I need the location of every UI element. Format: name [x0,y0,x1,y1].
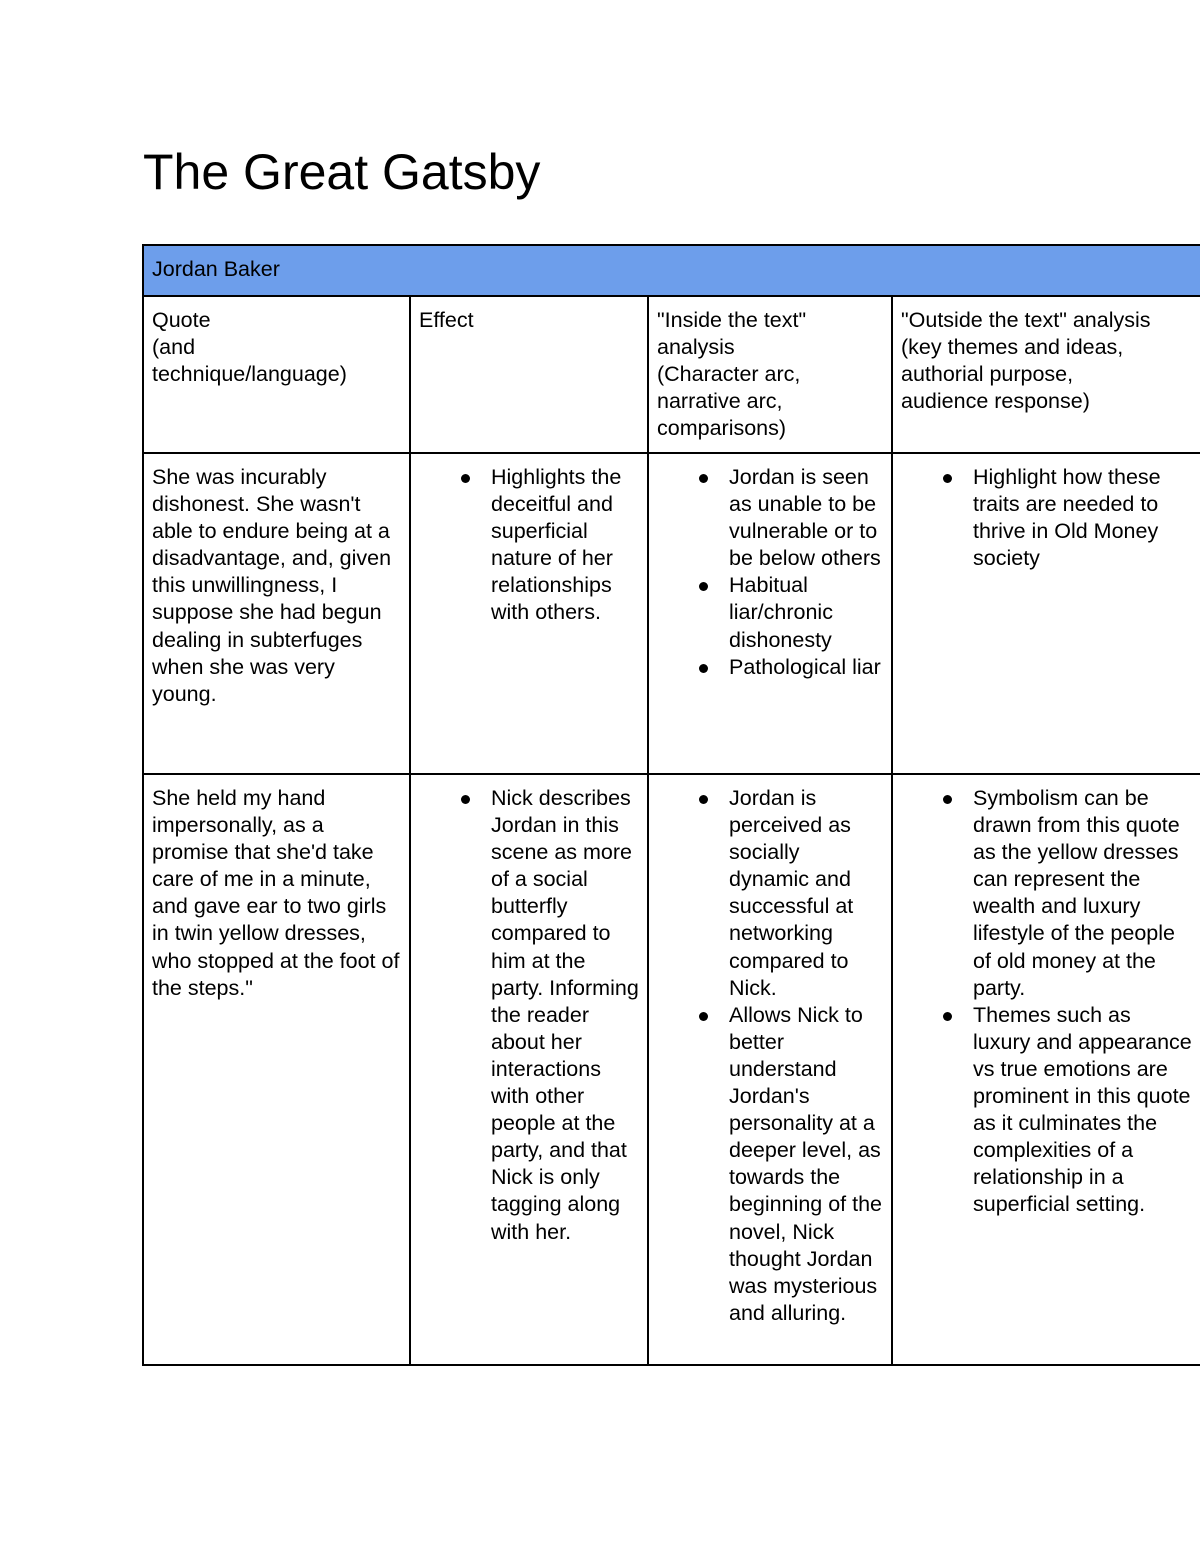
column-header-inside-analysis: "Inside the text" analysis (Character arc, narrative arc, comparisons) [648,296,892,453]
bullet-item: Habitual liar/chronic dishonesty [657,572,883,653]
table-row [143,774,1200,1365]
inside-analysis-cell [648,774,892,1365]
document-title: The Great Gatsby [143,144,541,200]
outside-analysis-cell [892,774,1200,1365]
analysis-table [142,244,1200,1366]
outside-analysis-cell [892,453,1200,774]
column-header-row [143,296,1200,453]
table-row [143,453,1200,774]
bullet-item: Jordan is seen as unable to be vulnerable or to be below others [657,464,883,572]
bullet-item: Pathological liar [657,654,883,681]
bullet-item: Nick describes Jordan in this scene as more of a social butterfly compared to him at the party. Informing the reader about her interactions with other people at the party, and that Nick is only tagging along with her. [419,785,639,1246]
column-header-quote: Quote (and technique/language) [143,296,410,453]
table-heading: Jordan Baker [143,245,1200,296]
column-header-effect: Effect [410,296,648,453]
quote-cell: She was incurably dishonest. She wasn't able to endure being at a disadvantage, and, given this unwillingness, I suppose she had begun dealing in subterfuges when she was very young. [143,453,410,774]
column-header-outside-analysis: "Outside the text" analysis (key themes and ideas, authorial purpose, audience response) [892,296,1200,453]
effect-cell [410,453,648,774]
bullet-item: Allows Nick to better understand Jordan's personality at a deeper level, as towards the beginning of the novel, Nick thought Jordan was mysterious and alluring. [657,1002,883,1327]
inside-analysis-cell [648,453,892,774]
table-heading-row [143,245,1200,296]
bullet-item: Symbolism can be drawn from this quote as the yellow dresses can represent the wealth and luxury lifestyle of the people of old money at the party. [901,785,1192,1002]
bullet-item: Jordan is perceived as socially dynamic and successful at networking compared to Nick. [657,785,883,1002]
bullet-item: Themes such as luxury and appearance vs true emotions are prominent in this quote as it culminates the complexities of a relationship in a superficial setting. [901,1002,1192,1219]
bullet-item: Highlight how these traits are needed to thrive in Old Money society [901,464,1192,572]
effect-cell [410,774,648,1365]
quote-cell: She held my hand impersonally, as a promise that she'd take care of me in a minute, and gave ear to two girls in twin yellow dresses, who stopped at the foot of the steps." [143,774,410,1365]
bullet-item: Highlights the deceitful and superficial nature of her relationships with others. [419,464,639,627]
